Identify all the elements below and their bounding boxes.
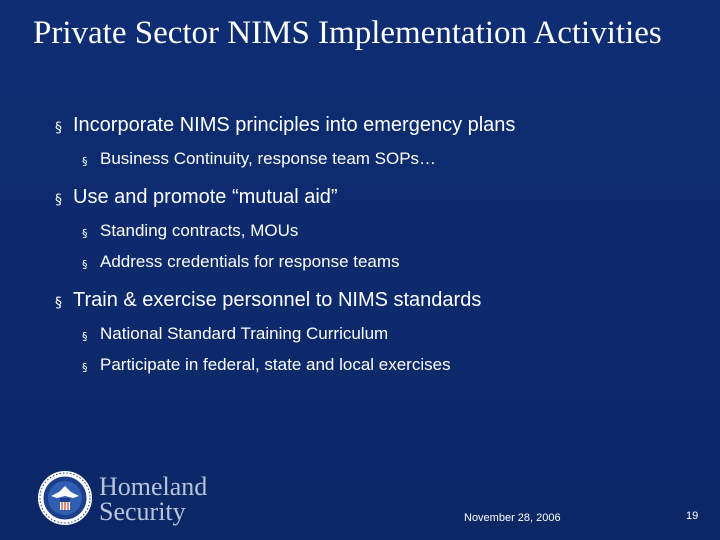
logo-text — [99, 474, 207, 524]
dhs-seal-icon — [37, 470, 93, 526]
page-number: 19 — [686, 510, 699, 522]
bullet-group — [55, 287, 695, 376]
sub-bullet-item — [82, 220, 695, 242]
homeland-security-logo — [37, 470, 237, 530]
sub-bullet-text: Participate in federal, state and local exercises — [100, 355, 451, 374]
sub-bullet-item — [82, 148, 695, 170]
sub-bullet-text: Business Continuity, response team SOPs… — [100, 149, 437, 168]
sub-bullet-item — [82, 323, 695, 345]
sub-bullet-icon: § — [82, 227, 88, 240]
bullet-item — [55, 287, 695, 313]
sub-bullet-text: Address credentials for response teams — [100, 252, 400, 271]
bullet-item — [55, 184, 695, 210]
sub-bullet-item — [82, 354, 695, 376]
bullet-group — [55, 184, 695, 273]
bullet-text: Train & exercise personnel to NIMS standards — [73, 289, 482, 311]
sub-bullet-icon: § — [82, 258, 88, 271]
bullet-text: Incorporate NIMS principles into emergency plans — [73, 114, 516, 136]
sub-bullet-icon: § — [82, 361, 88, 374]
sub-bullet-item — [82, 251, 695, 273]
slide-title: Private Sector NIMS Implementation Activities — [33, 15, 662, 51]
bullet-item — [55, 112, 695, 138]
sub-bullet-text: National Standard Training Curriculum — [100, 324, 389, 343]
bullet-icon: § — [55, 120, 62, 136]
sub-bullet-icon: § — [82, 155, 88, 168]
sub-bullet-icon: § — [82, 330, 88, 343]
sub-bullet-text: Standing contracts, MOUs — [100, 221, 299, 240]
bullet-text: Use and promote “mutual aid” — [73, 186, 338, 208]
footer-date: November 28, 2006 — [464, 512, 561, 524]
bullet-icon: § — [55, 192, 62, 208]
bullet-group — [55, 112, 695, 170]
slide-body — [55, 112, 695, 390]
bullet-icon: § — [55, 295, 62, 311]
logo-line-homeland: Homeland — [99, 472, 208, 501]
logo-line-security: Security — [99, 497, 186, 526]
